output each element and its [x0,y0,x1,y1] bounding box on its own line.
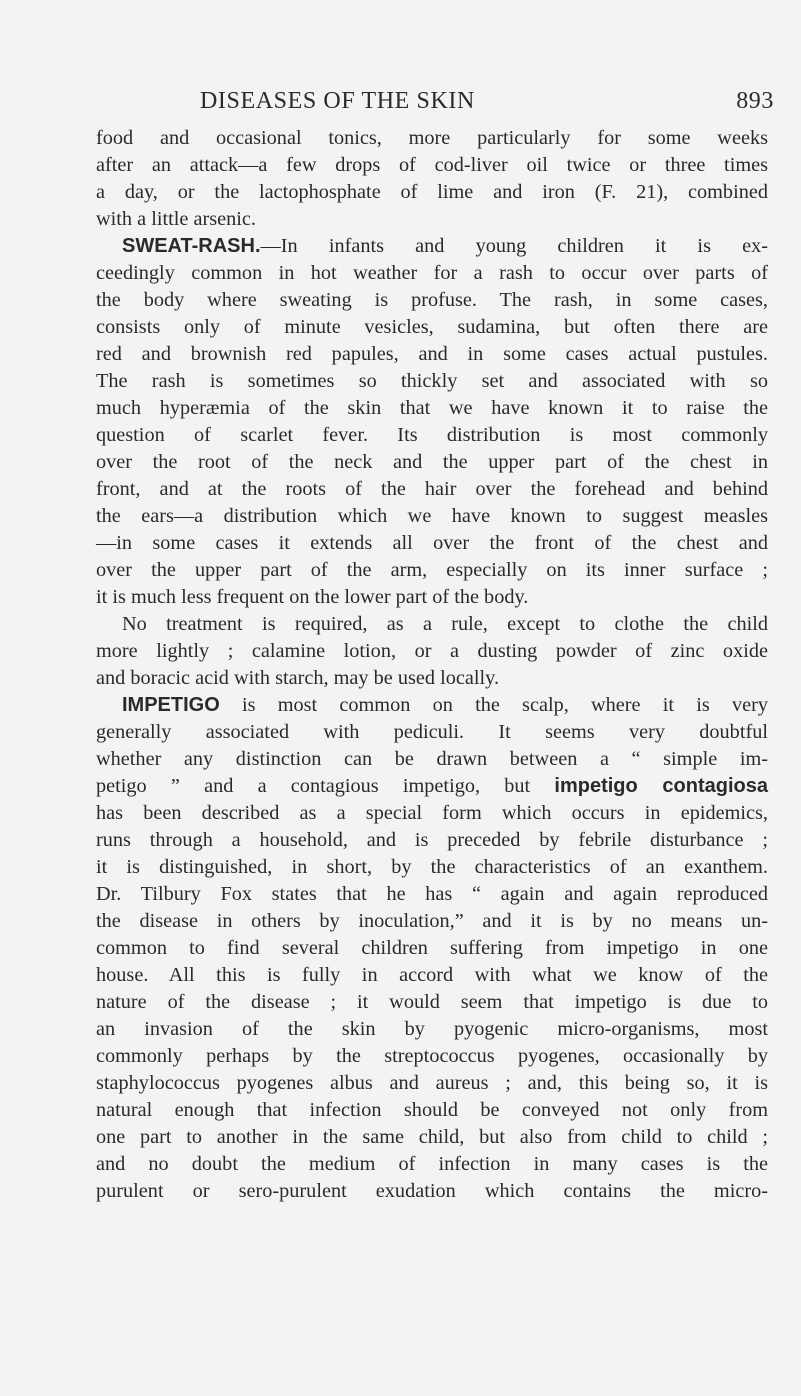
text-line: the ears—a distribution which we have known to suggest measles [96,505,768,527]
text-line: natural enough that infection should be conveyed not only from [96,1099,768,1121]
text-line: over the root of the neck and the upper part of the chest in [96,451,768,473]
text-line: much hyperæmia of the skin that we have known it to raise the [96,397,768,419]
text-line: whether any distinction can be drawn between a “ simple im- [96,748,768,770]
text-line: an invasion of the skin by pyogenic micro-organisms, most [96,1018,768,1040]
text-line: —in some cases it extends all over the front of the chest and [96,532,768,554]
page-number: 893 [736,88,774,114]
text-line: the disease in others by inoculation,” and it is by no means un- [96,910,768,932]
text-line: purulent or sero-purulent exudation which contains the micro- [96,1180,768,1202]
text-line [96,692,768,719]
text-line: staphylococcus pyogenes albus and aureus ; and, this being so, it is [96,1072,768,1094]
text-line: it is distinguished, in short, by the characteristics of an exanthem. [96,856,768,878]
text-line: The rash is sometimes so thickly set and associated with so [96,370,768,392]
text-line: and boracic acid with starch, may be used locally. [96,667,500,689]
text-line: after an attack—a few drops of cod-liver oil twice or three times [96,154,768,176]
running-head-title: DISEASES OF THE SKIN [200,88,475,114]
section-heading-impetigo: IMPETIGO [122,694,220,716]
text-line: it is much less frequent on the lower part of the body. [96,586,529,608]
text-line: food and occasional tonics, more particularly for some weeks [96,127,768,149]
text-line [96,773,768,800]
text-line: common to find several children suffering from impetigo in one [96,937,768,959]
section-heading-sweat-rash: SWEAT-RASH. [122,235,261,257]
text-line: Dr. Tilbury Fox states that he has “ again and again reproduced [96,883,768,905]
text-line: and no doubt the medium of infection in many cases is the [96,1153,768,1175]
text-line: over the upper part of the arm, especially on its inner surface ; [96,559,768,581]
text-line: runs through a household, and is preceded by febrile disturbance ; [96,829,768,851]
text-line: more lightly ; calamine lotion, or a dusting powder of zinc oxide [96,640,768,662]
term-impetigo-contagiosa: impetigo contagiosa [554,775,768,797]
text-run: —In infants and young children it is ex- [260,235,768,257]
text-line: question of scarlet fever. Its distribution is most commonly [96,424,768,446]
text-line: ceedingly common in hot weather for a rash to occur over parts of [96,262,768,284]
text-line: with a little arsenic. [96,208,256,230]
text-line: has been described as a special form which occurs in epidemics, [96,802,768,824]
text-run: is most common on the scalp, where it is very [219,694,768,716]
body-text [96,125,768,1205]
text-line: house. All this is fully in accord with what we know of the [96,964,768,986]
text-line: the body where sweating is profuse. The rash, in some cases, [96,289,768,311]
text-line: red and brownish red papules, and in some cases actual pustules. [96,343,768,365]
text-line: front, and at the roots of the hair over the forehead and behind [96,478,768,500]
text-run: petigo ” and a contagious impetigo, but [96,775,555,797]
text-line: commonly perhaps by the streptococcus pyogenes, occasionally by [96,1045,768,1067]
running-head [0,88,801,118]
text-line: one part to another in the same child, but also from child to child ; [96,1126,768,1148]
text-line: a day, or the lactophosphate of lime and iron (F. 21), combined [96,181,768,203]
text-line: No treatment is required, as a rule, except to clothe the child [122,613,768,635]
text-line: consists only of minute vesicles, sudamina, but often there are [96,316,768,338]
text-line [96,233,768,260]
text-line: nature of the disease ; it would seem that impetigo is due to [96,991,768,1013]
text-line: generally associated with pediculi. It seems very doubtful [96,721,768,743]
